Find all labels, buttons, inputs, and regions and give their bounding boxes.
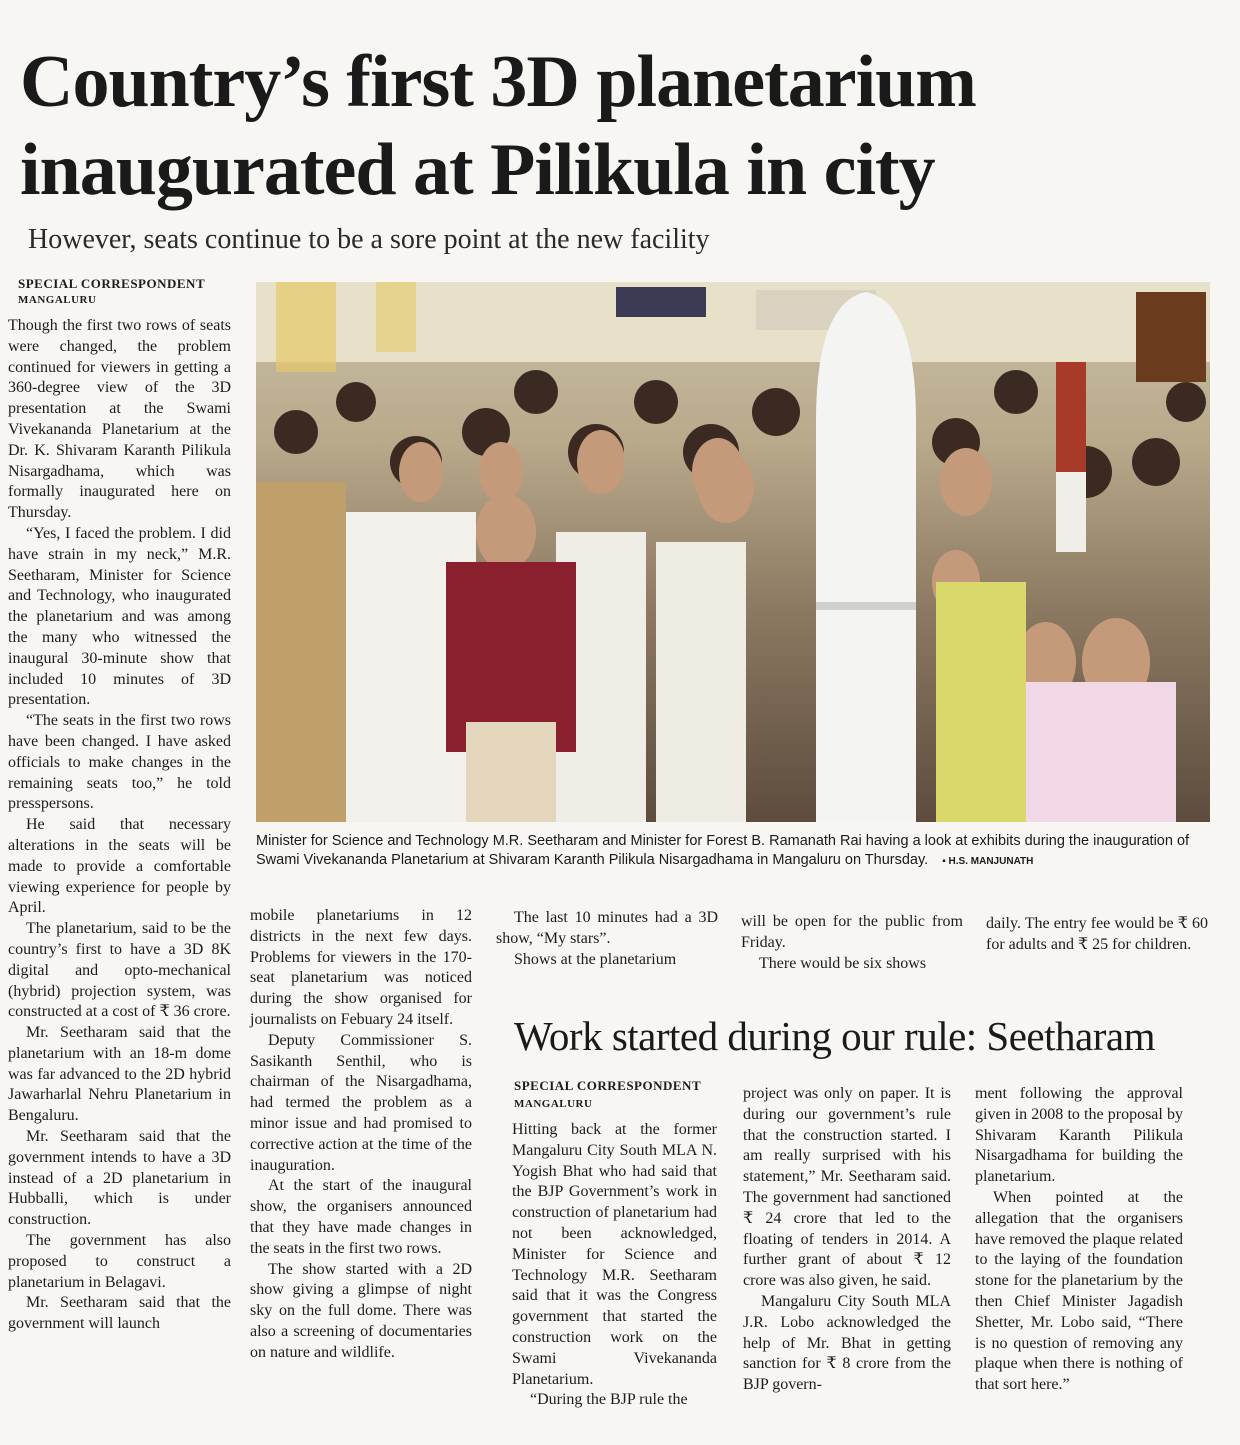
deck: However, seats continue to be a sore point at the new facility (28, 224, 710, 255)
paragraph: Mr. Seetharam said that the planetarium with an 18-m dome was far advanced to the 2D hybrid Jawarharlal Nehru Planetarium in Bengaluru. (8, 1024, 231, 1125)
paragraph: Hitting back at the former Mangaluru City South MLA N. Yogish Bhat who had said that the BJP Government’s work in construction of planetarium had not been acknowledged, Minister for Science and Technology M.R. Seetharam said that it was the Congress government that started the construction work on the Swami Vivekananda Planetarium. (512, 1121, 717, 1388)
paragraph: At the start of the inaugural show, the organisers announced that they have made changes in the seats in the first two rows. (250, 1177, 472, 1257)
paragraph: The last 10 minutes had a 3D show, “My stars”. (496, 909, 718, 947)
paragraph: There would be six shows (759, 954, 927, 972)
paragraph: “The seats in the first two rows have been changed. I have asked officials to make changes in the remaining seats too,” he told presspersons. (8, 712, 231, 813)
paragraph: project was only on paper. It is during our government’s rule that the construction started. I am really surprised with his statement,” Mr. Seetharam said. The government had sanctioned ₹ 24 crore that led to the floating of tenders in 2014. A further grant of about ₹ 12 crore was also given, he said. (743, 1085, 951, 1290)
paragraph: will be open for the public from Friday. (741, 913, 963, 951)
paragraph: Mangaluru City South MLA J.R. Lobo acknowledged the help of Mr. Bhat in getting sanction for ₹ 8 crore from the BJP govern- (743, 1292, 951, 1394)
photo-credit: ▪ H.S. MANJUNATH (942, 855, 1034, 867)
article-column-2 (250, 906, 472, 1364)
caption-text: Minister for Science and Technology M.R. Seetharam and Minister for Forest B. Ramanath Rai having a look at exhibits during the inauguration of Swami Vivekananda Planetarium at Shivaram Karanth Pilikula Nisargadhama in Mangaluru on Thursday. (256, 833, 1190, 868)
paragraph: ment following the approval given in 2008 to the proposal by Shivaram Karanth Pilikula Nisargadhama for building the planetarium. (975, 1085, 1183, 1186)
paragraph: “Yes, I faced the problem. I did have strain in my neck,” M.R. Seetharam, Minister for Science and Technology, who inaugurated the planetarium and was among the many who witnessed the inaugural 30-minute show that included 10 minutes of 3D presentation. (8, 524, 231, 709)
sidebar-headline: Work started during our rule: Seetharam (514, 1013, 1155, 1059)
sidebar-dateline: MANGALURU (514, 1098, 593, 1110)
news-photo (256, 282, 1210, 822)
article-column-1 (8, 316, 231, 1335)
paragraph: The show started with a 2D show giving a glimpse of night sky on the full dome. There was also a screening of documentaries on nature and wildlife. (250, 1260, 472, 1361)
paragraph: daily. The entry fee would be ₹ 60 for adults and ₹ 25 for children. (986, 915, 1208, 953)
paragraph: Mr. Seetharam said that the government will launch (8, 1294, 231, 1333)
photo-caption (256, 832, 1216, 871)
paragraph: He said that necessary alterations in the seats will be made to provide a comfortable viewing experience for people by April. (8, 816, 231, 917)
dateline: MANGALURU (18, 294, 97, 306)
headline-line-2: inaugurated at Pilikula in city (20, 129, 935, 211)
article-column-5 (986, 914, 1208, 956)
paragraph: Mr. Seetharam said that the government intends to have a 3D instead of a 2D planetarium in Hubballi, which is under construction. (8, 1128, 231, 1229)
sidebar-column-1 (512, 1120, 717, 1411)
sidebar-column-2 (743, 1084, 951, 1396)
paragraph: The government has also proposed to construct a planetarium in Belagavi. (8, 1232, 231, 1291)
article-column-3 (496, 908, 718, 970)
paragraph: “During the BJP rule the (530, 1391, 688, 1409)
paragraph: The planetarium, said to be the country’s first to have a 3D 8K digital and opto-mechanical (hybrid) projection system, was constructed at a cost of ₹ 36 crore. (8, 920, 231, 1021)
paragraph: mobile planetariums in 12 districts in the next few days. Problems for viewers in the 170-seat planetarium was noticed during the show organised for journalists on Febuary 24 itself. (250, 907, 472, 1028)
paragraph: Though the first two rows of seats were changed, the problem continued for viewers in getting a 360-degree view of the 3D presentation at the Swami Vivekananda Planetarium at the Dr. K. Shivaram Karanth Pilikula Nisargadhama, which was formally inaugurated here on Thursday. (8, 317, 231, 522)
paragraph: When pointed at the allegation that the organisers have removed the plaque related to the laying of the foundation stone for the planetarium by the then Chief Minister Jagadish Shetter, Mr. Lobo said, “There is no question of removing any plaque when there is nothing of that sort here.” (975, 1188, 1183, 1394)
byline: SPECIAL CORRESPONDENT (18, 276, 206, 291)
sidebar-byline: SPECIAL CORRESPONDENT (514, 1078, 702, 1093)
sidebar-column-3 (975, 1084, 1183, 1396)
paragraph: Shows at the planetarium (514, 950, 677, 968)
paragraph: Deputy Commissioner S. Sasikanth Senthil, who is chairman of the Nisargadhama, had termed the problem as a minor issue and had promised to corrective action at the time of the inauguration. (250, 1031, 472, 1174)
photo-illustration (256, 282, 1210, 822)
headline (20, 38, 1220, 214)
headline-line-1: Country’s first 3D planetarium (20, 41, 976, 123)
article-column-4 (741, 912, 963, 974)
